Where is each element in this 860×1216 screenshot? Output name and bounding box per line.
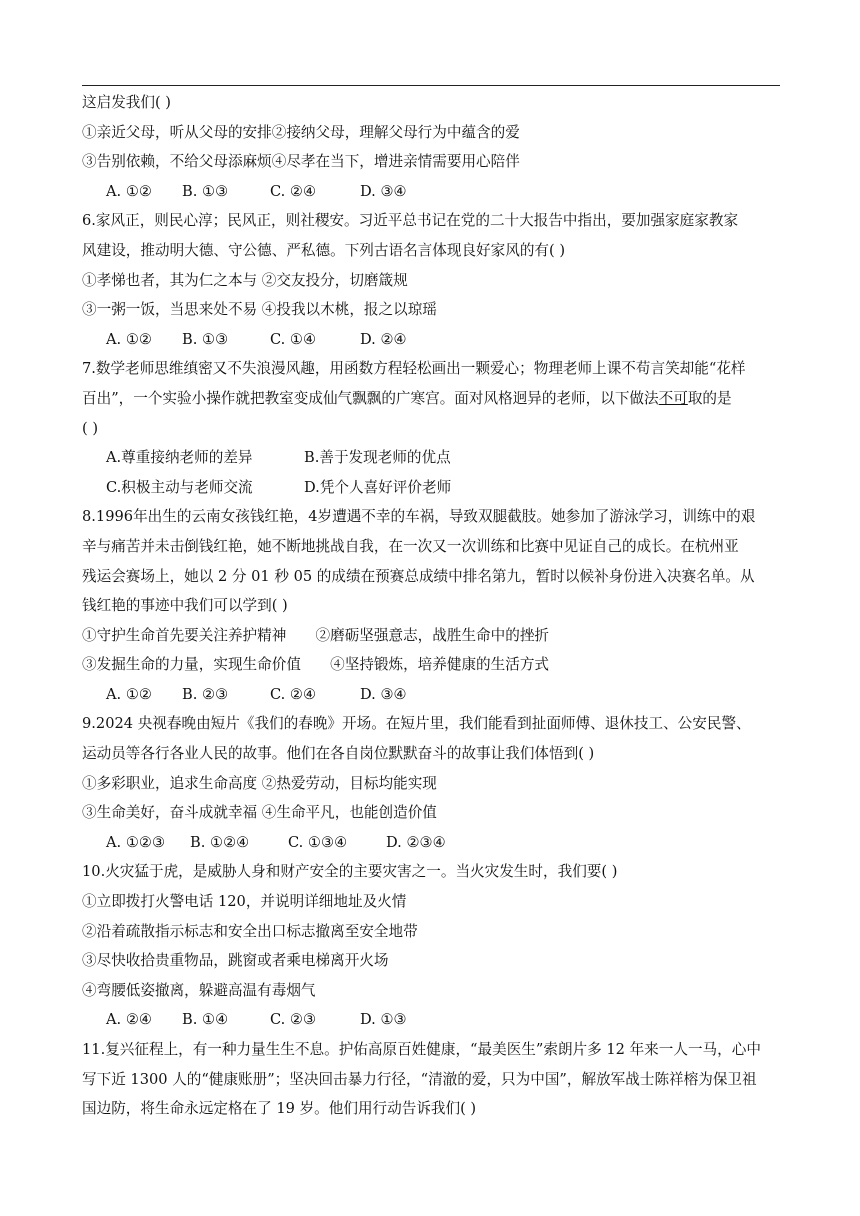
answer-option: B. ①③	[182, 182, 229, 200]
line-text: 运动员等各行各业人民的故事。他们在各自岗位默默奋斗的故事让我们体悟到( )	[82, 745, 595, 763]
line-text: ③发掘生命的力量，实现生命价值 ④坚持锻炼，培养健康的生活方式	[82, 656, 550, 674]
text-line	[82, 946, 782, 976]
line-text: 9.2024 央视春晚由短片《我们的春晚》开场。在短片里，我们能看到扯面师傅、退休技工、公安民警、	[82, 715, 751, 733]
line-text: ①亲近父母，听从父母的安排②接纳父母，理解父母行为中蕴含的爱	[82, 123, 520, 141]
line-text: ③告别依赖，不给父母添麻烦④尽孝在当下，增进亲情需要用心陪伴	[82, 153, 520, 171]
text-line	[82, 354, 782, 384]
answer-option: D. ②③④	[386, 833, 446, 851]
text-line	[82, 266, 782, 296]
text-line	[82, 414, 782, 444]
answer-option: C. ②④	[270, 182, 317, 200]
text-line	[82, 384, 782, 414]
answer-option: B.善于发现老师的优点	[304, 449, 451, 467]
line-text: 钱红艳的事迹中我们可以学到( )	[82, 597, 288, 615]
text-line	[82, 562, 782, 592]
answer-options	[82, 325, 782, 355]
text-line	[82, 206, 782, 236]
answer-options	[82, 177, 782, 207]
line-text: 8.1996年出生的云南女孩钱红艳，4岁遭遇不幸的车祸，导致双腿截肢。她参加了游泳学习，训练中的艰	[82, 508, 756, 526]
answer-option: D. ③④	[360, 182, 407, 200]
answer-option: C. ①③④	[288, 833, 348, 851]
line-text: 国边防，将生命永远定格在了 19 岁。他们用行动告诉我们( )	[82, 1100, 477, 1118]
text-line	[82, 798, 782, 828]
answer-option: A.尊重接纳老师的差异	[106, 449, 253, 467]
answer-option: D.凭个人喜好评价老师	[304, 478, 452, 496]
answer-option: D. ③④	[360, 685, 407, 703]
text-line	[82, 739, 782, 769]
line-text: 11.复兴征程上，有一种力量生生不息。护佑高原百姓健康，“最美医生”索朗片多 12 年来一人一马，心中	[82, 1041, 761, 1058]
line-text: ③尽快收拾贵重物品，跳窗或者乘电梯离开火场	[82, 952, 389, 970]
text-line	[82, 887, 782, 917]
line-text: 7.数学老师思维缜密又不失浪漫风趣，用函数方程轻松画出一颗爱心；物理老师上课不苟言笑却能“花样	[82, 360, 746, 378]
question-text	[82, 88, 782, 1124]
answer-option: D. ①③	[360, 1011, 407, 1029]
line-text: ①守护生命首先要关注养护精神 ②磨砺坚强意志，战胜生命中的挫折	[82, 626, 550, 644]
answer-option: A. ①②	[106, 330, 152, 348]
line-text: ①多彩职业，追求生命高度 ②热爱劳动，目标均能实现	[82, 774, 437, 792]
line-text: ( )	[82, 419, 99, 437]
text-line	[82, 147, 782, 177]
text-line	[82, 650, 782, 680]
line-text: 这启发我们( )	[82, 94, 171, 111]
answer-option: A. ②④	[106, 1011, 152, 1029]
text-line	[82, 1035, 782, 1065]
answer-options	[82, 680, 782, 710]
text-line	[82, 1094, 782, 1124]
answer-options	[82, 473, 782, 503]
text-line	[82, 502, 782, 532]
line-text: 百出”，一个实验小操作就把教室变成仙气飘飘的广寒宫。面对风格迥异的老师，以下做法	[82, 389, 659, 407]
answer-option: B. ①④	[182, 1011, 229, 1029]
text-line	[82, 857, 782, 887]
line-text: 残运会赛场上，她以 2 分 01 秒 05 的成绩在预赛总成绩中排名第九，暂时以候补身份进入决赛名单。从	[82, 567, 755, 585]
line-text: ③生命美好，奋斗成就幸福 ④生命平凡，也能创造价值	[82, 804, 437, 822]
text-line	[82, 976, 782, 1006]
answer-option: C. ②④	[270, 685, 317, 703]
text-line	[82, 917, 782, 947]
answer-option: A. ①②③	[106, 833, 166, 851]
line-text: 辛与痛苦并未击倒钱红艳，她不断地挑战自我，在一次又一次训练和比赛中见证自己的成长。在杭州亚	[82, 537, 739, 555]
answer-options	[82, 1005, 782, 1035]
line-text: ②沿着疏散指示标志和安全出口标志撤离至安全地带	[82, 922, 418, 940]
underlined-text: 不可	[658, 389, 688, 407]
answer-option: D. ②④	[360, 330, 407, 348]
text-line	[82, 621, 782, 651]
answer-option: C.积极主动与老师交流	[106, 478, 253, 496]
line-text: ①立即拨打火警电话 120，并说明详细地址及火情	[82, 893, 407, 911]
answer-option: B. ②③	[182, 685, 229, 703]
text-line	[82, 236, 782, 266]
answer-options	[82, 828, 782, 858]
text-line	[82, 709, 782, 739]
text-line	[82, 532, 782, 562]
line-text: ③一粥一饭，当思来处不易 ④投我以木桃，报之以琼瑶	[82, 301, 437, 319]
answer-option: A. ①②	[106, 182, 152, 200]
line-text-tail: 取的是	[687, 389, 732, 407]
text-line	[82, 118, 782, 148]
answer-option: B. ①②④	[190, 833, 250, 851]
text-line	[82, 591, 782, 621]
answer-option: A. ①②	[106, 685, 152, 703]
answer-option: C. ②③	[270, 1011, 317, 1029]
line-text: 6.家风正，则民心淳；民风正，则社稷安。习近平总书记在党的二十大报告中指出，要加强家庭家教家	[82, 212, 739, 230]
header-rule	[82, 85, 780, 86]
line-text: ④弯腰低姿撤离，躲避高温有毒烟气	[82, 981, 316, 999]
answer-options	[82, 443, 782, 473]
text-line	[82, 295, 782, 325]
answer-option: B. ①③	[182, 330, 229, 348]
line-text: ①孝悌也者，其为仁之本与 ②交友投分，切磨箴规	[82, 271, 408, 289]
line-text: 风建设，推动明大德、守公德、严私德。下列古语名言体现良好家风的有( )	[82, 241, 566, 259]
text-line	[82, 769, 782, 799]
answer-option: C. ①④	[270, 330, 317, 348]
text-line	[82, 1065, 782, 1095]
text-line	[82, 88, 782, 118]
line-text: 10.火灾猛于虎，是威胁人身和财产安全的主要灾害之一。当火灾发生时，我们要( )	[82, 863, 618, 881]
line-text: 写下近 1300 人的“健康账册”；坚决回击暴力行径，“清澈的爱，只为中国”，解放军战士陈祥榕为保卫祖	[82, 1070, 757, 1088]
